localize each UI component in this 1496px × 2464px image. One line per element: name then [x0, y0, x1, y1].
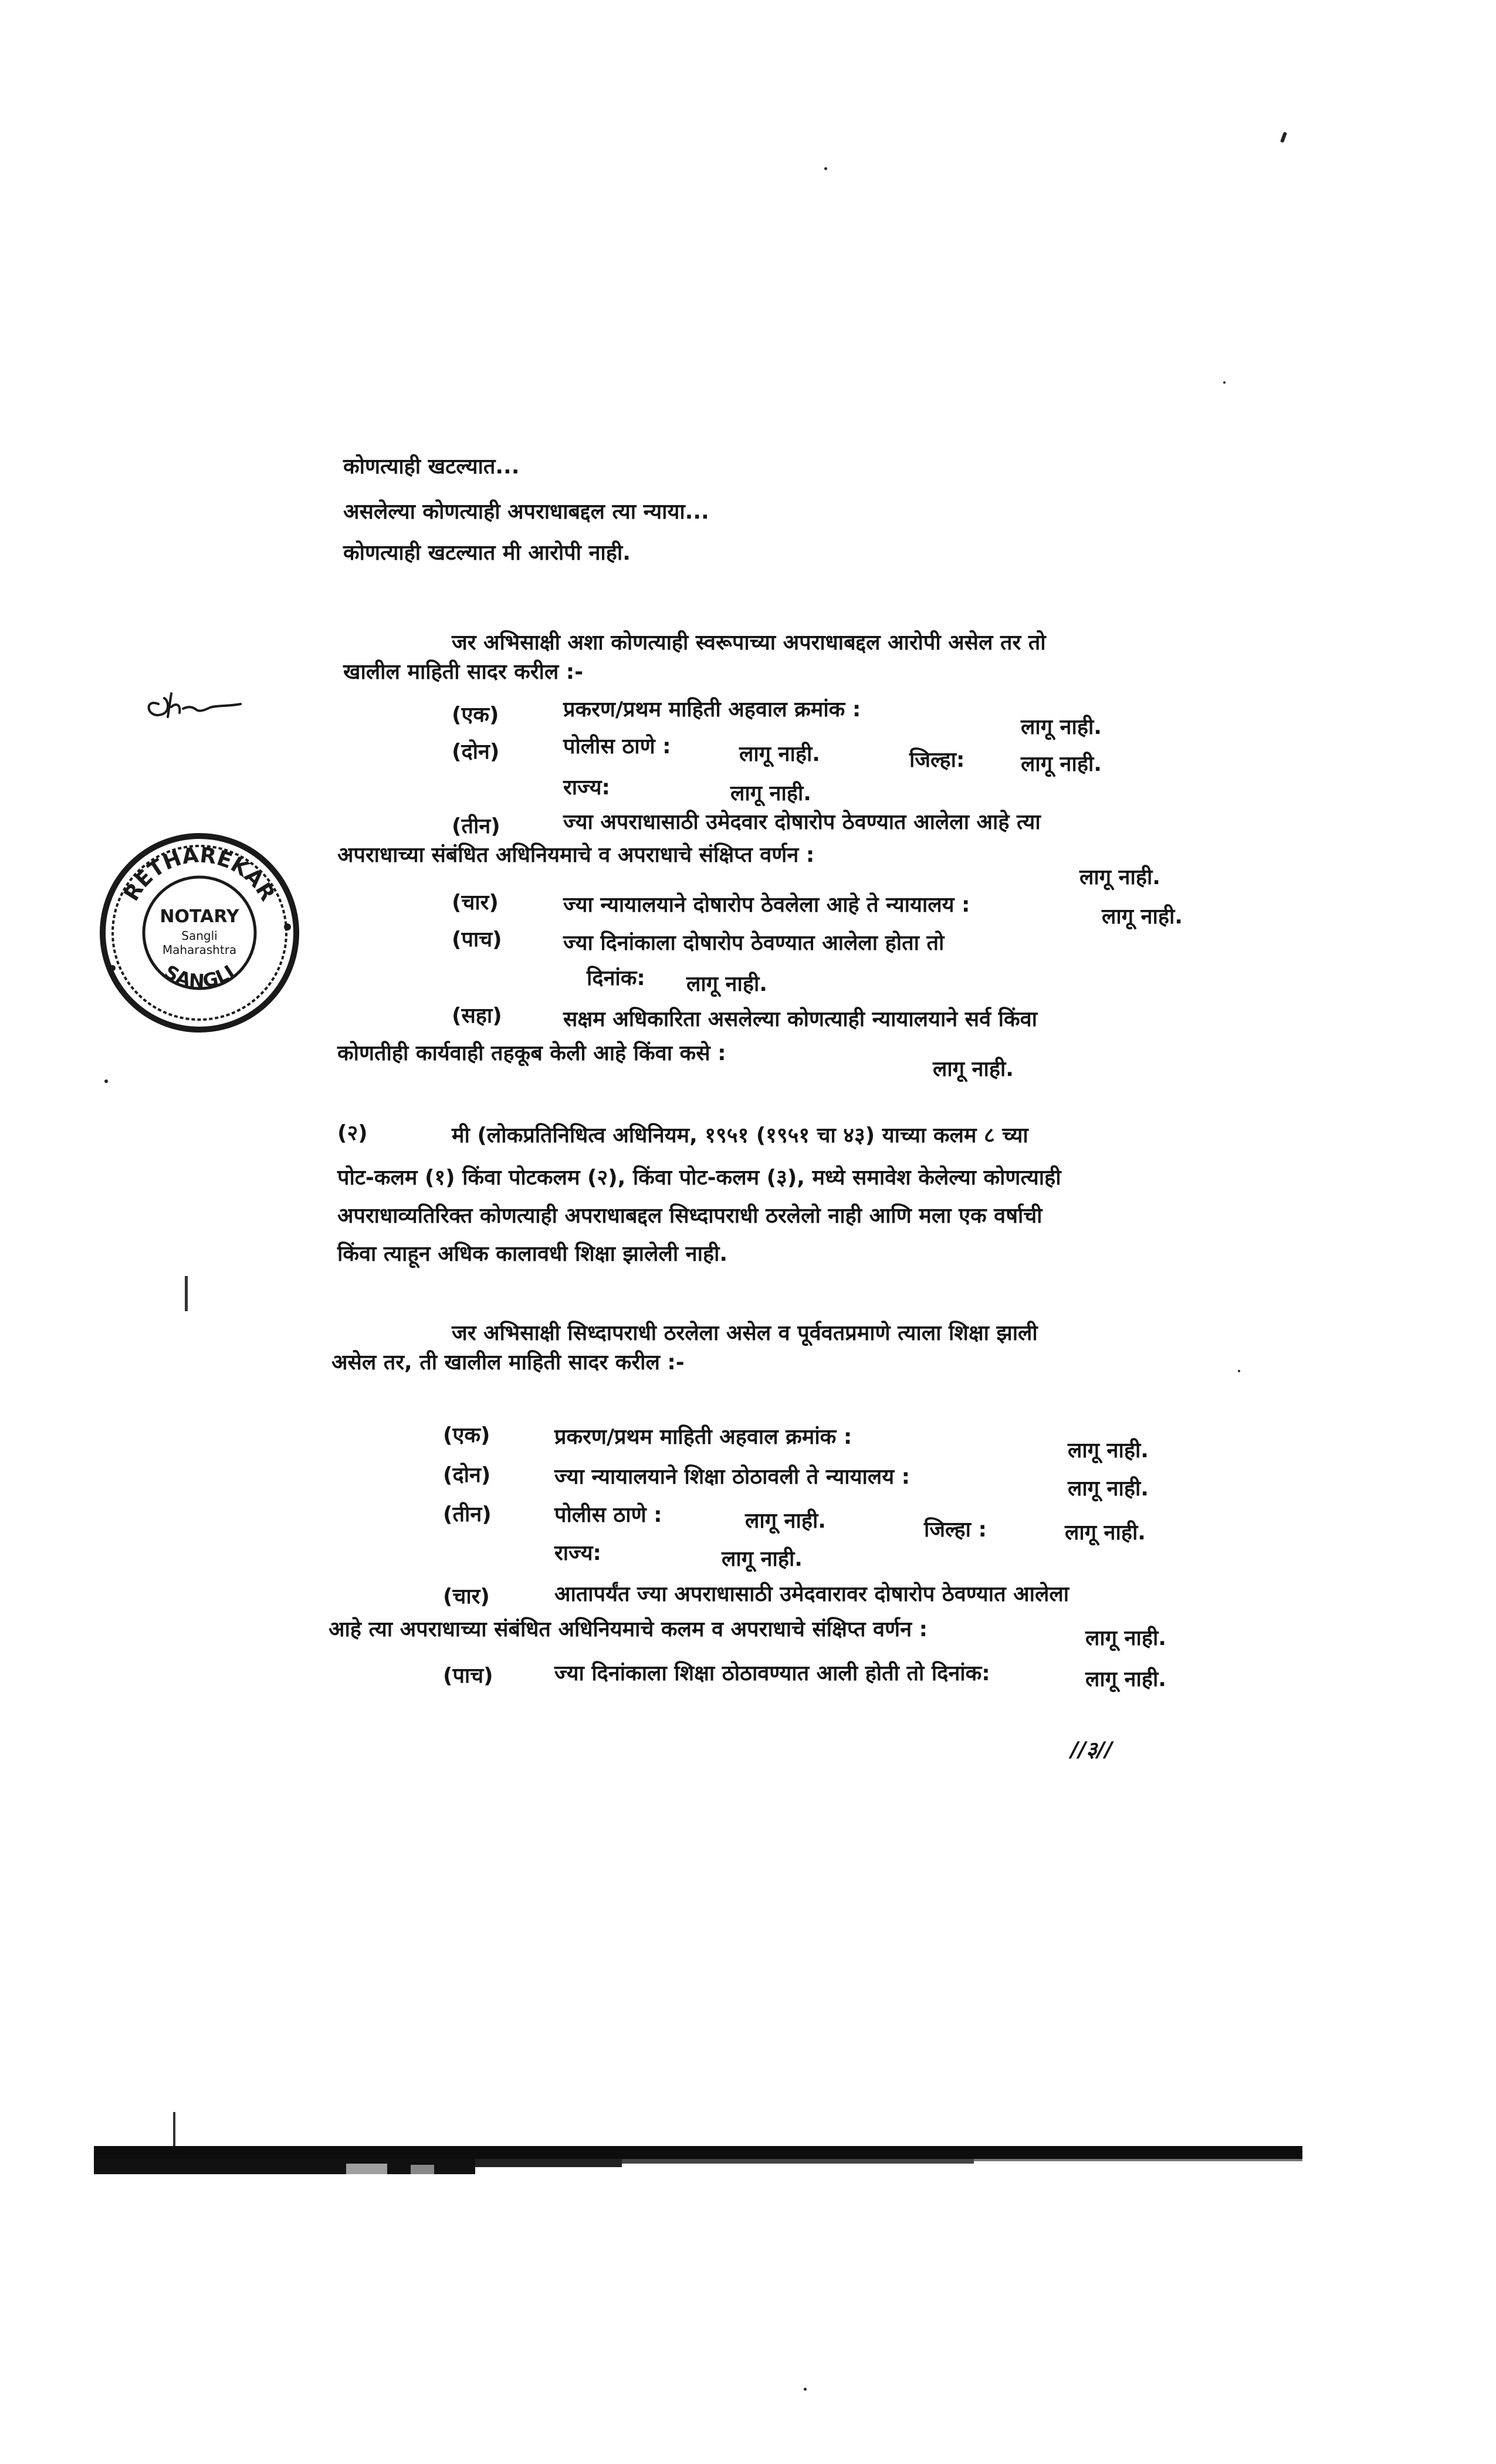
section2-line2: पोट-कलम (१) किंवा पोटकलम (२), किंवा पोट-कलम (३), मध्ये समावेश केलेल्या कोणत्याही [337, 1166, 1061, 1190]
s1-item4-text: ज्या न्यायालयाने दोषारोप ठेवलेला आहे ते न्यायालय : [563, 893, 970, 917]
s1-item3-text-line2: अपराधाच्या संबंधित अधिनियमाचे व अपराधाचे संक्षिप्त वर्णन : [337, 843, 815, 867]
s1-item1-num: (एक) [452, 703, 499, 727]
s1-item2-text: पोलीस ठाणे : [563, 735, 671, 759]
s1-item3-num: (तीन) [452, 814, 500, 838]
s3-item2-num: (दोन) [443, 1463, 491, 1487]
svg-text:Sangli: Sangli [181, 929, 218, 943]
scan-speck [804, 2388, 807, 2391]
s1-item6-value: लागू नाही. [933, 1057, 1014, 1081]
s1-item5-date-label: दिनांक: [587, 966, 645, 990]
page-number: //३// [1071, 1738, 1113, 1762]
s1-item6-num: (सहा) [452, 1004, 502, 1028]
svg-text:RETHAREKAR: RETHAREKAR [119, 843, 280, 906]
s1-item4-value: लागू नाही. [1102, 905, 1183, 929]
notary-stamp [94, 827, 305, 1038]
scan-bottom-band [94, 2140, 1302, 2179]
scan-speck [1280, 132, 1287, 143]
s1-item3-value: लागू नाही. [1079, 865, 1160, 889]
scan-mark [185, 1276, 188, 1311]
s1-item2-num: (दोन) [452, 740, 500, 764]
s1-item3-text-line1: ज्या अपराधासाठी उमेदवार दोषारोप ठेवण्यात आलेला आहे त्या [563, 810, 1041, 834]
section3-intro-line1: जर अभिसाक्षी सिध्दापराधी ठरलेला असेल व पूर्ववतप्रमाणे त्याला शिक्षा झाली [452, 1321, 1038, 1345]
svg-text:SANGLI: SANGLI [160, 960, 239, 993]
s3-item3-text: पोलीस ठाणे : [554, 1503, 662, 1527]
s3-item5-num: (पाच) [443, 1664, 493, 1688]
s1-item6-text-line1: सक्षम अधिकारिता असलेल्या कोणत्याही न्यायालयाने सर्व किंवा [563, 1007, 1037, 1031]
scan-speck [104, 1079, 108, 1083]
s3-item3-state-value: लागू नाही. [722, 1547, 803, 1571]
s3-item1-value: लागू नाही. [1068, 1439, 1149, 1463]
scan-speck [824, 167, 827, 170]
scan-speck [1238, 1370, 1240, 1372]
s3-item3-num: (तीन) [443, 1502, 492, 1527]
section1-intro-line1: जर अभिसाक्षी अशा कोणत्याही स्वरूपाच्या अपराधाबद्दल आरोपी असेल तर तो [452, 631, 1046, 655]
s3-item4-text-line2: आहे त्या अपराधाच्या संबंधित अधिनियमाचे कलम व अपराधाचे संक्षिप्त वर्णन : [329, 1617, 928, 1641]
section3-intro-line2: असेल तर, ती खालील माहिती सादर करील :- [331, 1351, 685, 1375]
top-line-2: असलेल्या कोणत्याही अपराधाबद्दल त्या न्याया... [343, 500, 709, 524]
s3-item3-district-value: लागू नाही. [1065, 1521, 1146, 1545]
top-line-1: कोणत्याही खटल्यात... [343, 455, 520, 479]
section2-line4: किंवा त्याहून अधिक कालावधी शिक्षा झालेली नाही. [337, 1242, 728, 1266]
s3-item3-value: लागू नाही. [745, 1509, 826, 1533]
s3-item2-text: ज्या न्यायालयाने शिक्षा ठोठावली ते न्यायालय : [554, 1465, 911, 1489]
s3-item2-value: लागू नाही. [1068, 1477, 1149, 1501]
section1-intro-line2: खालील माहिती सादर करील :- [343, 660, 584, 684]
section2-line1: मी (लोकप्रतिनिधित्व अधिनियम, १९५१ (१९५१ चा ४३) याच्या कलम ८ च्या [452, 1123, 1028, 1148]
scan-speck [1223, 381, 1226, 384]
s3-item5-value: लागू नाही. [1085, 1667, 1166, 1691]
s3-item4-text-line1: आतापर्यंत ज्या अपराधासाठी उमेदवारावर दोषारोप ठेवण्यात आलेला [554, 1582, 1069, 1606]
s3-item4-value: लागू नाही. [1085, 1626, 1166, 1650]
s1-item5-num: (पाच) [452, 928, 502, 952]
s3-item1-text: प्रकरण/प्रथम माहिती अहवाल क्रमांक : [554, 1425, 852, 1449]
signature-icon [141, 681, 276, 727]
section2-num: (२) [337, 1121, 368, 1145]
s1-item1-value: लागू नाही. [1021, 715, 1102, 739]
s3-item4-num: (चार) [443, 1585, 490, 1609]
svg-text:NOTARY: NOTARY [160, 906, 239, 927]
s1-item2-state-label: राज्य: [563, 776, 610, 800]
top-line-3: कोणत्याही खटल्यात मी आरोपी नाही. [343, 541, 631, 565]
s3-item3-district-label: जिल्हा : [924, 1518, 987, 1542]
svg-text:Maharashtra: Maharashtra [162, 943, 237, 957]
s1-item2-state-value: लागू नाही. [730, 781, 811, 805]
s1-item1-text: प्रकरण/प्रथम माहिती अहवाल क्रमांक : [563, 698, 861, 722]
section2-line3: अपराधाव्यतिरिक्त कोणत्याही अपराधाबद्दल सिध्दापराधी ठरलेलो नाही आणि मला एक वर्षाची [337, 1204, 1043, 1228]
s1-item6-text-line2: कोणतीही कार्यवाही तहकूब केली आहे किंवा कसे : [337, 1041, 726, 1065]
s1-item5-text: ज्या दिनांकाला दोषारोप ठेवण्यात आलेला होता तो [563, 931, 945, 955]
s1-item2-district-value: लागू नाही. [1021, 752, 1102, 776]
s1-item2-value: लागू नाही. [739, 742, 820, 766]
s3-item3-state-label: राज्य: [554, 1541, 601, 1565]
s3-item5-text: ज्या दिनांकाला शिक्षा ठोठावण्यात आली होती तो दिनांक: [554, 1661, 990, 1685]
s1-item5-value: लागू नाही. [686, 972, 767, 996]
s1-item2-district-label: जिल्हा: [909, 748, 965, 772]
s1-item4-num: (चार) [452, 891, 499, 915]
s3-item1-num: (एक) [443, 1423, 490, 1447]
